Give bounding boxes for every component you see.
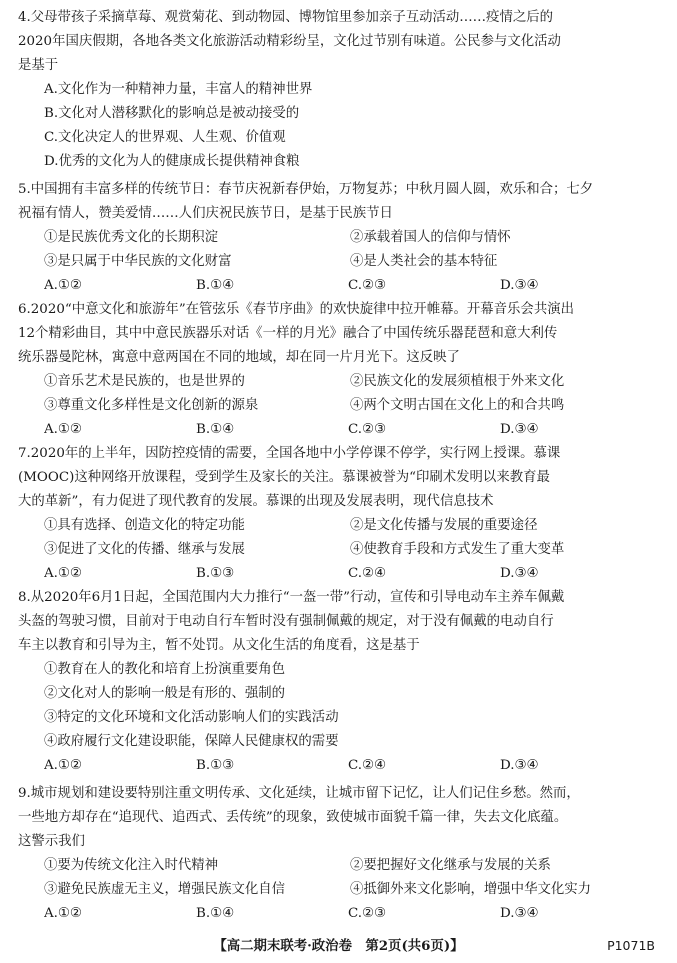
q7-stem-line-2: (MOOC)这种网络开放课程，受到学生及家长的关注。慕课被誉为“印刷术发明以来教育最 [18, 470, 550, 485]
q9-items-row-1 [18, 854, 663, 878]
q6-stem-line-1: 6.2020“中意文化和旅游年”在管弦乐《春节序曲》的欢快旋律中拉开帷幕。开幕音乐会共演出 [18, 302, 574, 317]
q9-item-2: ②要把握好文化继承与发展的关系 [350, 858, 551, 873]
q9-item-3: ③避免民族虚无主义，增强民族文化自信 [44, 882, 286, 897]
q7-item-2: ②是文化传播与发展的重要途径 [350, 518, 538, 533]
q4-stem-line-1: 4.父母带孩子采摘草莓、观赏菊花、到动物园、博物馆里参加亲子互动活动……疫情之后的 [18, 10, 554, 25]
q8-choice-d: D.③④ [500, 758, 539, 773]
q6-items-row-2 [18, 394, 663, 418]
q5-item-3: ③是只属于中华民族的文化财富 [44, 254, 232, 269]
q4-choice-b: B.文化对人潜移默化的影响总是被动接受的 [44, 106, 300, 121]
q6-item-3: ③尊重文化多样性是文化创新的源泉 [44, 398, 259, 413]
q4-choice-a: A.文化作为一种精神力量，丰富人的精神世界 [44, 82, 313, 97]
q5-item-4: ④是人类社会的基本特征 [350, 254, 498, 269]
q5-choice-a: A.①② [44, 278, 82, 293]
q7-choice-d: D.③④ [500, 566, 539, 581]
q8-stem-line-1: 8.从2020年6月1日起，全国范围内大力推行“一盔一带”行动，宣传和引导电动车主养车佩戴 [18, 590, 565, 605]
question-8 [18, 586, 663, 778]
q4-choice-c: C.文化决定人的世界观、人生观、价值观 [44, 130, 286, 145]
q6-item-4: ④两个文明古国在文化上的和合共鸣 [350, 398, 565, 413]
q8-item-2: ②文化对人的影响一般是有形的、强制的 [44, 686, 286, 701]
q7-stem-line-1: 7.2020年的上半年，因防控疫情的需要，全国各地中小学停课不停学，实行网上授课。慕课 [18, 446, 561, 461]
q7-items-row-1 [18, 514, 663, 538]
q8-stem-line-3: 车主以教育和引导为主，暂不处罚。从文化生活的角度看，这是基于 [18, 638, 420, 653]
footer-title: 【高二期末联考·政治卷 第2页(共6页)】 [213, 938, 464, 954]
q9-item-4: ④抵御外来文化影响，增强中华文化实力 [350, 882, 592, 897]
question-9 [18, 782, 663, 926]
q9-stem-line-2: 一些地方却存在“追现代、追西式、丢传统”的现象，致使城市面貌千篇一律，失去文化底蕴。 [18, 810, 568, 825]
q9-item-1: ①要为传统文化注入时代精神 [44, 858, 219, 873]
question-7 [18, 442, 663, 586]
q7-choices [18, 562, 663, 586]
q9-stem-line-3: 这警示我们 [18, 834, 85, 849]
q6-item-1: ①音乐艺术是民族的，也是世界的 [44, 374, 245, 389]
q7-item-4: ④使教育手段和方式发生了重大变革 [350, 542, 565, 557]
q6-choice-c: C.②③ [348, 422, 387, 437]
q6-stem-line-3: 统乐器曼陀林，寓意中意两国在不同的地域，却在同一片月光下。这反映了 [18, 350, 460, 365]
q5-choice-d: D.③④ [500, 278, 539, 293]
q5-items-row-1 [18, 226, 663, 250]
q5-choice-c: C.②③ [348, 278, 387, 293]
q6-items-row-1 [18, 370, 663, 394]
q5-item-1: ①是民族优秀文化的长期积淀 [44, 230, 219, 245]
q8-choices [18, 754, 663, 778]
question-5 [18, 178, 663, 298]
q8-choice-b: B.①③ [196, 758, 235, 773]
q5-item-2: ②承载着国人的信仰与情怀 [350, 230, 511, 245]
q8-item-4: ④政府履行文化建设职能，保障人民健康权的需要 [44, 734, 339, 749]
q8-item-1: ①教育在人的教化和培育上扮演重要角色 [44, 662, 286, 677]
q5-stem-line-2: 祝福有情人，赞美爱情……人们庆祝民族节日，是基于民族节日 [18, 206, 393, 221]
q8-choice-a: A.①② [44, 758, 82, 773]
q8-stem-line-2: 头盔的驾驶习惯，目前对于电动自行车暂时没有强制佩戴的规定，对于没有佩戴的电动自行 [18, 614, 554, 629]
q5-stem-line-1: 5.中国拥有丰富多样的传统节日：春节庆祝新春伊始，万物复苏；中秋月圆人圆，欢乐和合；七夕 [18, 182, 594, 197]
q8-choice-c: C.②④ [348, 758, 387, 773]
question-4 [18, 6, 663, 174]
q6-choice-b: B.①④ [196, 422, 235, 437]
q5-items-row-2 [18, 250, 663, 274]
q7-choice-a: A.①② [44, 566, 82, 581]
q9-stem-line-1: 9.城市规划和建设要特别注重文明传承、文化延续，让城市留下记忆，让人们记住乡愁。然而， [18, 786, 580, 801]
q7-choice-b: B.①③ [196, 566, 235, 581]
q4-stem-line-3: 是基于 [18, 58, 59, 73]
q6-choices [18, 418, 663, 442]
q7-stem-line-3: 大的革新”，有力促进了现代教育的发展。慕课的出现及发展表明，现代信息技术 [18, 494, 494, 509]
q9-choices [18, 902, 663, 926]
q8-item-3: ③特定的文化环境和文化活动影响人们的实践活动 [44, 710, 339, 725]
q6-choice-d: D.③④ [500, 422, 539, 437]
page-footer [0, 934, 677, 958]
q9-choice-c: C.②③ [348, 906, 387, 921]
q5-choices [18, 274, 663, 298]
q6-choice-a: A.①② [44, 422, 82, 437]
q6-stem-line-2: 12个精彩曲目，其中中意民族器乐对话《一样的月光》融合了中国传统乐器琵琶和意大利传 [18, 326, 558, 341]
footer-code: P1071B [607, 938, 655, 953]
q9-choice-a: A.①② [44, 906, 82, 921]
q9-items-row-2 [18, 878, 663, 902]
q7-item-1: ①具有选择、创造文化的特定功能 [44, 518, 245, 533]
q5-choice-b: B.①④ [196, 278, 235, 293]
q4-choice-d: D.优秀的文化为人的健康成长提供精神食粮 [44, 154, 300, 169]
q4-stem-line-2: 2020年国庆假期，各地各类文化旅游活动精彩纷呈，文化过节别有味道。公民参与文化活动 [18, 34, 561, 49]
q9-choice-b: B.①④ [196, 906, 235, 921]
q7-choice-c: C.②④ [348, 566, 387, 581]
q7-item-3: ③促进了文化的传播、继承与发展 [44, 542, 245, 557]
q7-items-row-2 [18, 538, 663, 562]
question-6 [18, 298, 663, 442]
q9-choice-d: D.③④ [500, 906, 539, 921]
q6-item-2: ②民族文化的发展须植根于外来文化 [350, 374, 565, 389]
